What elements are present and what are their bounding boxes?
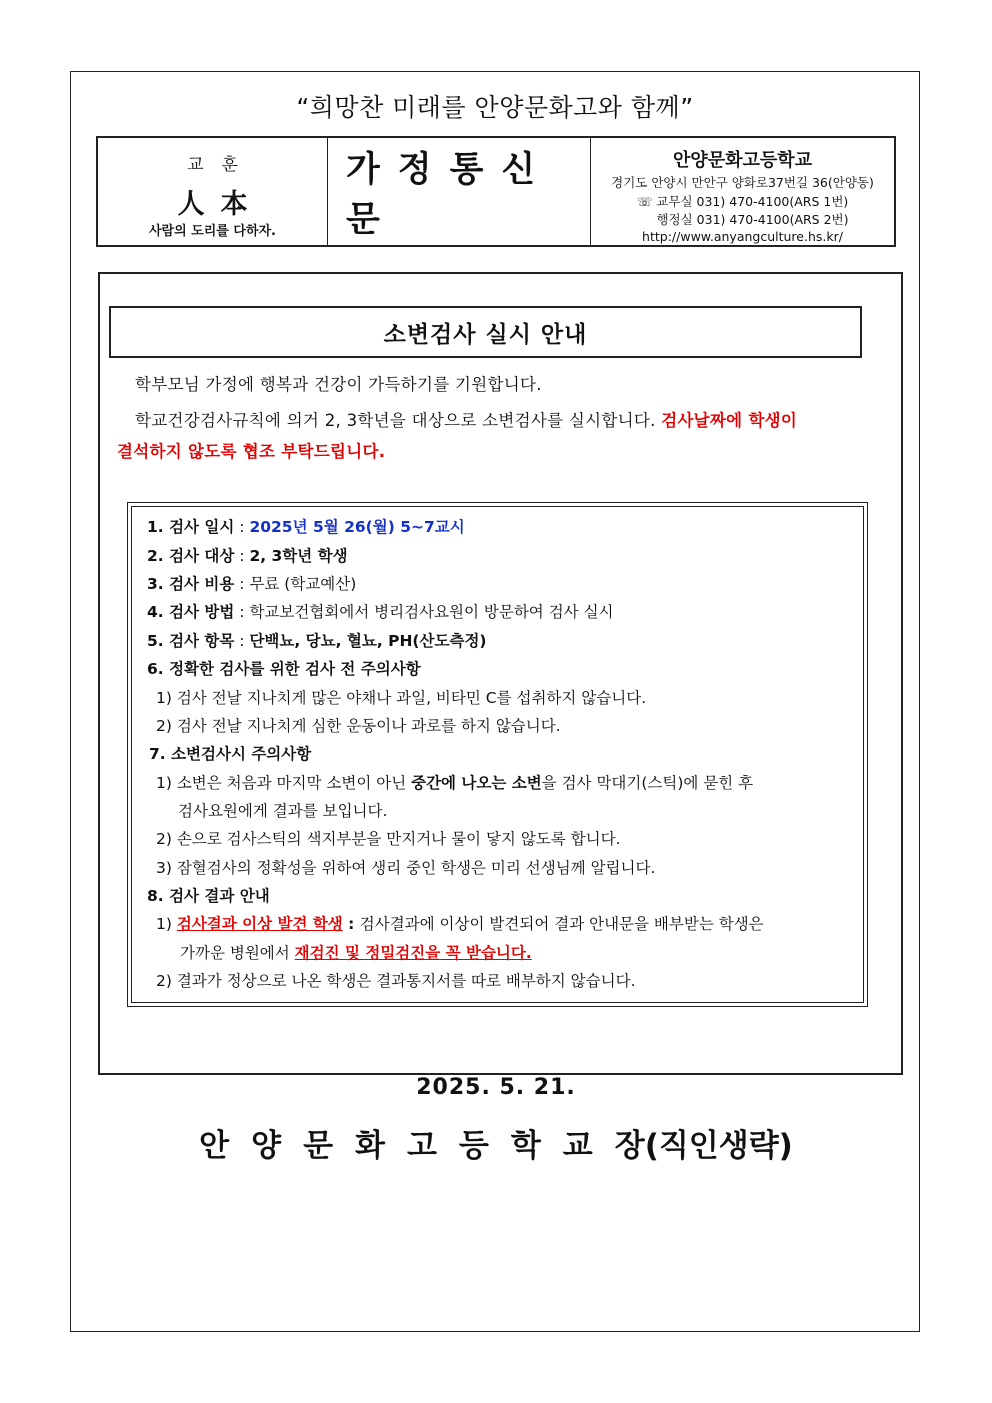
urine-caution-1-text-a: 1) 소변은 처음과 마지막 소변이 아닌 [156, 774, 412, 792]
urine-caution-1-text-c: 을 검사 막대기(스틱)에 묻힌 후 [541, 774, 754, 792]
school-slogan: “희망찬 미래를 안양문화고와 함께” [296, 93, 694, 122]
intro-warning-1: 검사날짜에 학생이 [661, 411, 798, 430]
cost-value: 무료 (학교예산) [249, 575, 357, 593]
intro-paragraph [117, 405, 877, 467]
letterhead-table [96, 136, 896, 247]
intro-text: 학교건강검사규칙에 의거 2, 3학년을 대상으로 소변검사를 실시합니다. [135, 411, 656, 430]
precaution-2: 2) 검사 전날 지나치게 심한 운동이나 과로를 하지 않습니다. [156, 717, 561, 735]
schedule-sep: : [234, 518, 250, 536]
detail-item-target [147, 544, 348, 566]
detail-item-urine-cautions-heading: 7. 소변검사시 주의사항 [149, 745, 312, 763]
motto-cell [98, 138, 328, 245]
school-website-link[interactable]: http://www.anyangculture.hs.kr/ [642, 229, 843, 244]
target-value: 2, 3학년 학생 [249, 547, 348, 565]
result-guidance-1 [156, 912, 764, 934]
result-guidance-1-colon: : [342, 915, 360, 933]
result-guidance-2: 2) 결과가 정상으로 나온 학생은 결과통지서를 따로 배부하지 않습니다. [156, 972, 636, 990]
detail-item-results-heading: 8. 검사 결과 안내 [147, 887, 270, 905]
school-info-cell [591, 138, 894, 245]
principal-title: 장(직인생략) [614, 1128, 793, 1164]
intro-warning-2: 결석하지 않도록 협조 부탁드립니다. [117, 442, 386, 461]
result-guidance-1-continued [180, 941, 532, 963]
principal-signature [0, 1120, 992, 1165]
urine-caution-1 [156, 771, 753, 793]
detail-item-cost [147, 572, 356, 594]
notice-title: 소변검사 실시 안내 [383, 321, 588, 348]
phone-teacher-office: ☏ 교무실 031) 470-4100(ARS 1번) [636, 194, 849, 209]
motto-label: 교훈 [187, 155, 256, 175]
detail-item-tests [147, 629, 487, 651]
detail-item-precautions-heading: 6. 정확한 검사를 위한 검사 전 주의사항 [147, 660, 421, 678]
result-guidance-1-text: 검사결과에 이상이 발견되어 결과 안내문을 배부받는 학생은 [359, 915, 764, 933]
principal-school-name: 안양문화고등학교 [199, 1128, 615, 1164]
precaution-1: 1) 검사 전날 지나치게 많은 야채나 과일, 비타민 C를 섭취하지 않습니다. [156, 689, 647, 707]
method-label: 4. 검사 방법 [147, 603, 235, 621]
newsletter-title-cell [328, 138, 591, 245]
result-guidance-1-line2-text: 가까운 병원에서 [180, 944, 295, 962]
issue-date: 2025. 5. 21. [416, 1075, 576, 1100]
target-sep: : [234, 547, 250, 565]
target-label: 2. 검사 대상 [147, 547, 235, 565]
result-guidance-1-line2-emphasis: 재검진 및 정밀검진을 꼭 받습니다. [294, 944, 532, 962]
cost-sep: : [234, 575, 250, 593]
schedule-label: 1. 검사 일시 [147, 518, 235, 536]
greeting-paragraph: 학부모님 가정에 행복과 건강이 가득하기를 기원합니다. [135, 375, 542, 394]
motto-main: 人本 [177, 189, 264, 220]
newsletter-title: 가정통신문 [346, 149, 554, 240]
tests-label: 5. 검사 항목 [147, 632, 235, 650]
schedule-value: 2025년 5월 26(월) 5~7교시 [249, 518, 465, 536]
school-address: 경기도 안양시 만안구 양화로37번길 36(안양동) [611, 175, 874, 190]
detail-item-method [147, 600, 614, 622]
method-value: 학교보건협회에서 병리검사요원이 방문하여 검사 실시 [249, 603, 614, 621]
tests-value: 단백뇨, 당뇨, 혈뇨, PH(산도측정) [249, 632, 487, 650]
cost-label: 3. 검사 비용 [147, 575, 235, 593]
school-name: 안양문화고등학교 [672, 150, 813, 171]
detail-item-schedule [147, 515, 465, 537]
urine-caution-1-emphasis: 중간에 나오는 소변 [411, 774, 542, 792]
phone-admin-office: 행정실 031) 470-4100(ARS 2번) [656, 212, 849, 227]
motto-subtitle: 사람의 도리를 다하자. [148, 224, 276, 239]
result-guidance-1-num: 1) [156, 915, 177, 933]
result-guidance-1-emphasis: 검사결과 이상 발견 학생 [176, 915, 343, 933]
urine-caution-2: 2) 손으로 검사스틱의 색지부분을 만지거나 물이 닿지 않도록 합니다. [156, 830, 621, 848]
tests-sep: : [234, 632, 250, 650]
urine-caution-1-continued: 검사요원에게 결과를 보입니다. [178, 802, 388, 820]
notice-title-box [109, 306, 862, 358]
urine-caution-3: 3) 잠혈검사의 정확성을 위하여 생리 중인 학생은 미리 선생님께 알립니다. [156, 859, 656, 877]
method-sep: : [234, 603, 250, 621]
